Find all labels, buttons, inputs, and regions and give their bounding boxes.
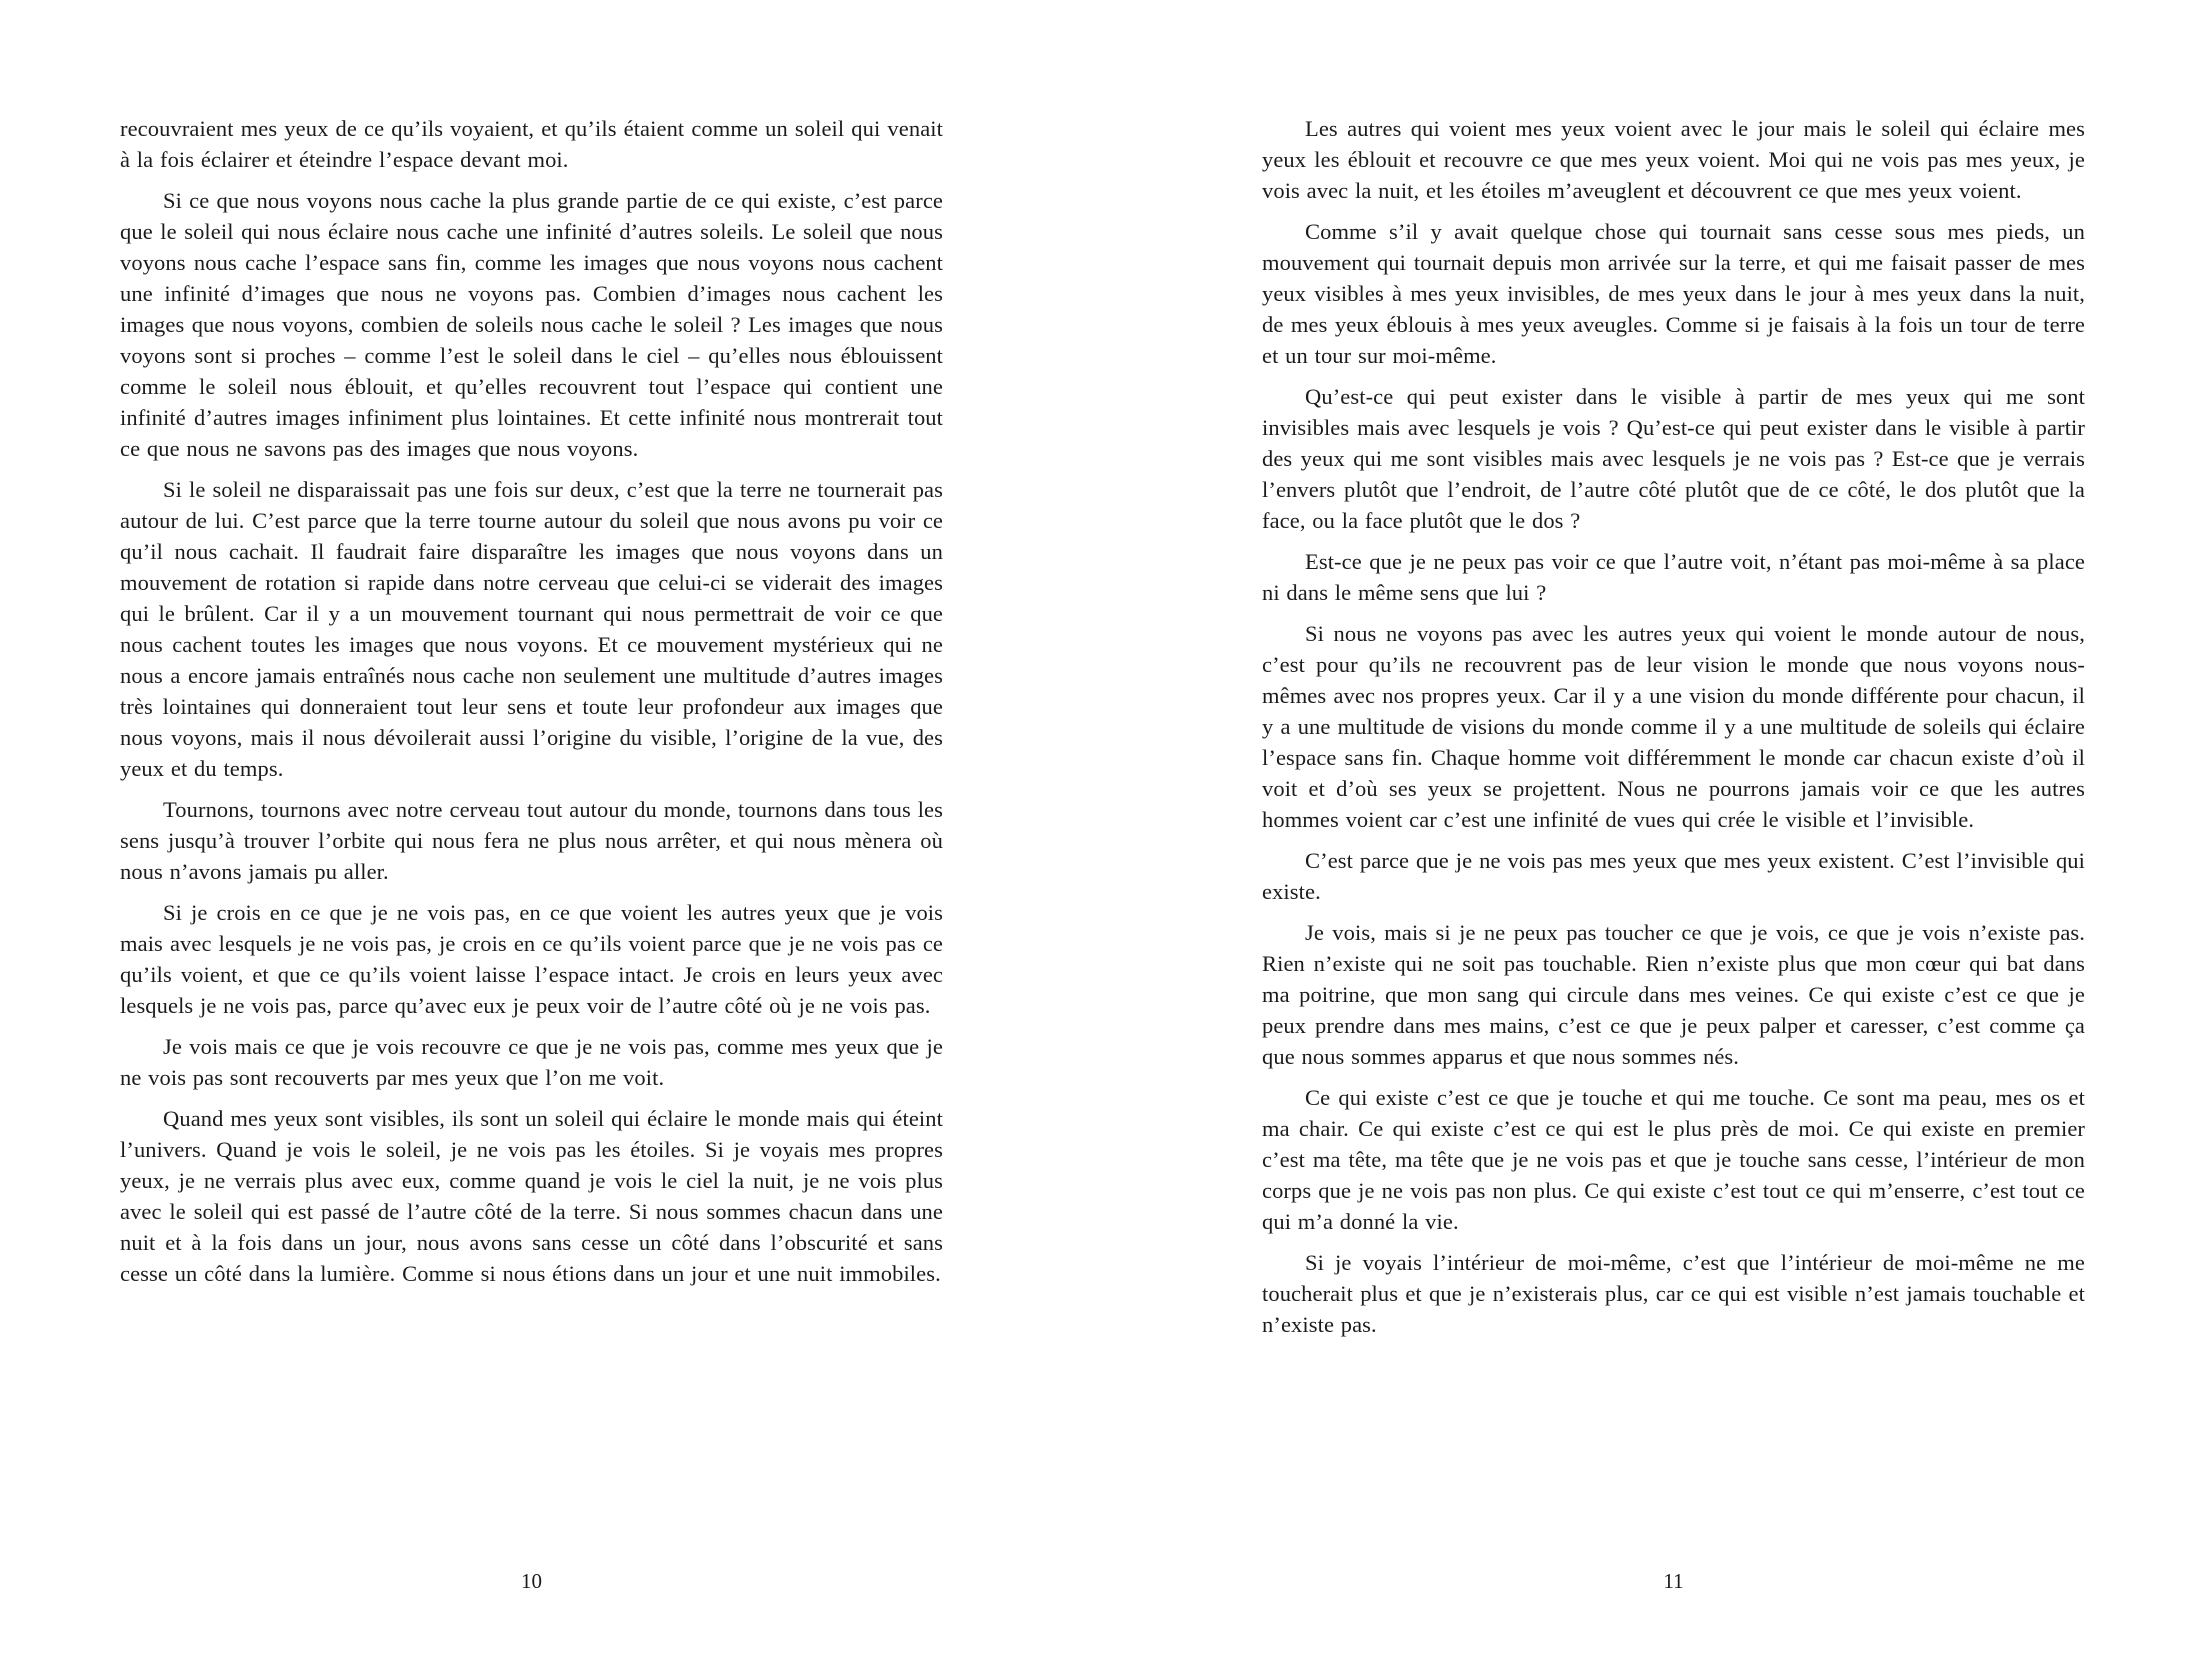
paragraph: Comme s’il y avait quelque chose qui tournait sans cesse sous mes pieds, un mouvement qui tournait depuis mon arrivée sur la terre, et qui me faisait passer de mes yeux visibles à mes yeux invisibles, de mes yeux dans le jour à mes yeux dans la nuit, de mes yeux éblouis à mes yeux aveugles. Comme si je faisais à la fois un tour de terre et un tour sur moi-même. [1262, 219, 2085, 368]
paragraph: Si je voyais l’intérieur de moi-même, c’est que l’intérieur de moi-même ne me toucherait plus et que je n’existerais plus, car ce qui est visible n’est jamais touchable et n’existe pas. [1262, 1250, 2085, 1337]
page-number-right: 11 [1663, 1569, 1684, 1593]
paragraph: Quand mes yeux sont visibles, ils sont un soleil qui éclaire le monde mais qui éteint l’univers. Quand je vois le soleil, je ne vois pas les étoiles. Si je voyais mes propres yeux, je ne verrais plus avec eux, comme quand je vois le ciel la nuit, je ne vois plus avec le soleil qui est passé de l’autre côté de la terre. Si nous sommes chacun dans une nuit et à la fois dans un jour, nous avons sans cesse un côté dans l’obscurité et sans cesse un côté dans la lumière. Comme si nous étions dans un jour et une nuit immobiles. [120, 1106, 943, 1286]
paragraph: Les autres qui voient mes yeux voient avec le jour mais le soleil qui éclaire mes yeux les éblouit et recouvre ce que mes yeux voient. Moi qui ne vois pas mes yeux, je vois avec la nuit, et les étoiles m’aveuglent et découvrent ce que mes yeux voient. [1262, 116, 2085, 203]
page-left-text [120, 113, 943, 1289]
paragraph: Ce qui existe c’est ce que je touche et qui me touche. Ce sont ma peau, mes os et ma chair. Ce qui existe c’est ce qui est le plus près de moi. Ce qui existe en premier c’est ma tête, ma tête que je ne vois pas et que je touche sans cesse, l’intérieur de mon corps que je ne vois pas non plus. Ce qui existe c’est tout ce qui m’enserre, c’est tout ce qui m’a donné la vie. [1262, 1085, 2085, 1234]
paragraph: Qu’est-ce qui peut exister dans le visible à partir de mes yeux qui me sont invisibles mais avec lesquels je vois ? Qu’est-ce qui peut exister dans le visible à partir des yeux qui me sont visibles mais avec lesquels je ne vois pas ? Est-ce que je verrais l’envers plutôt que l’endroit, de l’autre côté plutôt que de ce côté, le dos plutôt que la face, ou la face plutôt que le dos ? [1262, 384, 2085, 533]
paragraph: Si le soleil ne disparaissait pas une fois sur deux, c’est que la terre ne tournerait pas autour de lui. C’est parce que la terre tourne autour du soleil que nous avons pu voir ce qu’il nous cachait. Il faudrait faire disparaître les images que nous voyons dans un mouvement de rotation si rapide dans notre cerveau que celui-ci se viderait des images qui le brûlent. Car il y a un mouvement tournant qui nous permettrait de voir ce que nous cachent toutes les images que nous voyons. Et ce mouvement mystérieux qui ne nous a encore jamais entraînés nous cache non seulement une multitude d’autres images très lointaines qui donneraient tout leur sens et toute leur profondeur aux images que nous voyons, mais il nous dévoilerait aussi l’origine du visible, l’origine de la vue, des yeux et du temps. [120, 477, 943, 781]
paragraph: C’est parce que je ne vois pas mes yeux que mes yeux existent. C’est l’invisible qui existe. [1262, 848, 2085, 904]
paragraph: Tournons, tournons avec notre cerveau tout autour du monde, tournons dans tous les sens jusqu’à trouver l’orbite qui nous fera ne plus nous arrêter, et qui nous mènera où nous n’avons jamais pu aller. [120, 797, 943, 884]
paragraph: Est-ce que je ne peux pas voir ce que l’autre voit, n’étant pas moi-même à sa place ni dans le même sens que lui ? [1262, 549, 2085, 605]
paragraph: Je vois mais ce que je vois recouvre ce que je ne vois pas, comme mes yeux que je ne vois pas sont recouverts par mes yeux que l’on me voit. [120, 1034, 943, 1090]
paragraph: Je vois, mais si je ne peux pas toucher ce que je vois, ce que je vois n’existe pas. Rien n’existe qui ne soit pas touchable. Rien n’existe plus que mon cœur qui bat dans ma poitrine, que mon sang qui circule dans mes veines. Ce qui existe c’est ce que je peux prendre dans mes mains, c’est ce que je peux palper et caresser, c’est comme ça que nous sommes apparus et que nous sommes nés. [1262, 920, 2085, 1069]
page-number-left: 10 [521, 1569, 542, 1593]
paragraph: Si nous ne voyons pas avec les autres yeux qui voient le monde autour de nous, c’est pour qu’ils ne recouvrent pas de leur vision le monde que nous voyons nous-mêmes avec nos propres yeux. Car il y a une vision du monde différente pour chacun, il y a une multitude de visions du monde comme il y a une multitude de soleils qui éclaire l’espace sans fin. Chaque homme voit différemment le monde car chacun existe d’où il voit et d’où ses yeux se projettent. Nous ne pourrons jamais voir ce que les autres hommes voient car c’est une infinité de vues qui crée le visible et l’invisible. [1262, 621, 2085, 832]
paragraph: Si je crois en ce que je ne vois pas, en ce que voient les autres yeux que je vois mais avec lesquels je ne vois pas, je crois en ce qu’ils voient parce que je ne vois pas ce qu’ils voient, et que ce qu’ils voient laisse l’espace intact. Je crois en leurs yeux avec lesquels je ne vois pas, parce qu’avec eux je peux voir de l’autre côté où je ne vois pas. [120, 900, 943, 1018]
paragraph: Si ce que nous voyons nous cache la plus grande partie de ce qui existe, c’est parce que le soleil qui nous éclaire nous cache une infinité d’autres soleils. Le soleil que nous voyons nous cache l’espace sans fin, comme les images que nous voyons nous cachent une infinité d’images que nous ne voyons pas. Combien d’images nous cachent les images que nous voyons, combien de soleils nous cache le soleil ? Les images que nous voyons sont si proches – comme l’est le soleil dans le ciel – qu’elles nous éblouissent comme le soleil nous éblouit, et qu’elles recouvrent tout l’espace qui contient une infinité d’autres images infiniment plus lointaines. Et cette infinité nous montrerait tout ce que nous ne savons pas des images que nous voyons. [120, 188, 943, 461]
page-right-text [1262, 113, 2085, 1340]
paragraph: recouvraient mes yeux de ce qu’ils voyaient, et qu’ils étaient comme un soleil qui venait à la fois éclairer et éteindre l’espace devant moi. [120, 116, 943, 172]
